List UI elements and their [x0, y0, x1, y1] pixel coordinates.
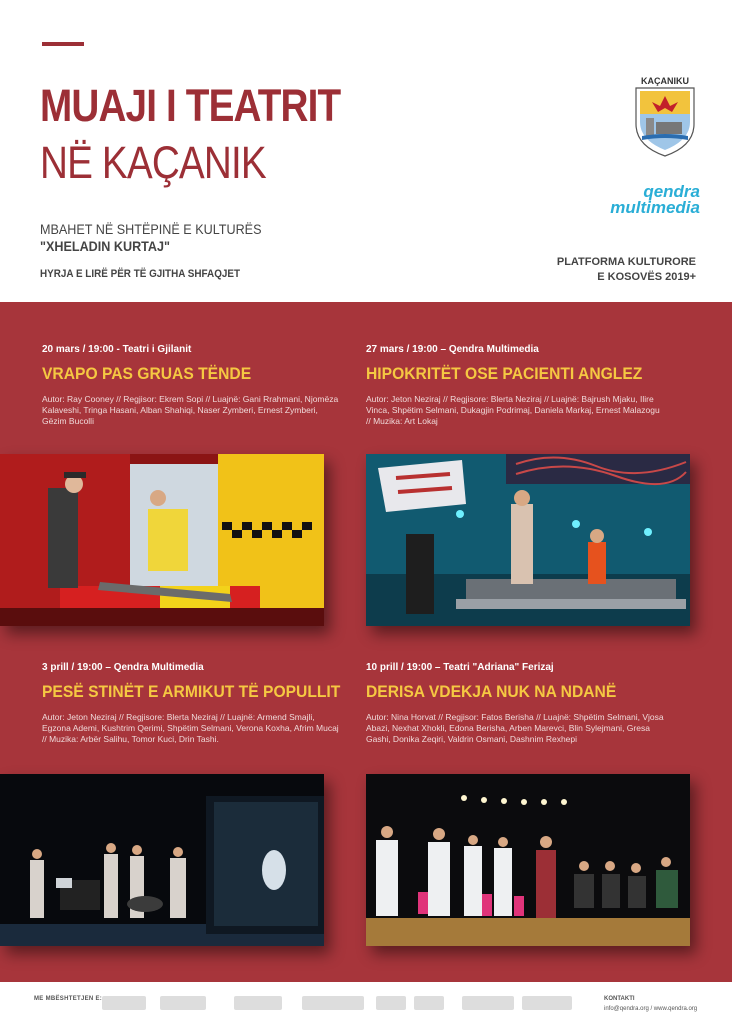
kacanik-crest-logo [632, 76, 698, 158]
event-4-photo [366, 774, 690, 946]
event-2-photo [366, 454, 690, 626]
venue-line2: "XHELADIN KURTAJ" [40, 238, 171, 254]
platform-line2: E KOSOVËS 2019+ [597, 271, 696, 283]
event-3 [42, 662, 342, 745]
event-credits: Autor: Jeton Neziraj // Regjisore: Blerta Neziraj // Luajnë: Bajrush Mjaku, Ilire Vinca, Shpëtim Selmani, Dukagjin Podrimaj, Daniela Markaj, Ernest Malazogu // Muzika: Art Lokaj [366, 394, 660, 426]
sponsor-logo [462, 996, 514, 1010]
event-title: DERISA VDEKJA NUK NA NDANË [366, 682, 617, 701]
poster-title-line2: NË KAÇANIK [40, 137, 266, 188]
contact-info[interactable]: info@qendra.org / www.qendra.org [604, 1006, 698, 1012]
sponsor-logo [160, 996, 206, 1010]
event-1 [42, 344, 342, 427]
platform-line1: PLATFORMA KULTURORE [556, 256, 696, 268]
poster-title-line1: MUAJI I TEATRIT [40, 80, 341, 131]
event-3-photo [0, 774, 324, 946]
contact-label: KONTAKTI [604, 996, 635, 1002]
accent-bar [42, 42, 84, 46]
event-4 [366, 662, 666, 745]
qendra-multimedia-logo [576, 184, 700, 216]
event-title: HIPOKRITËT OSE PACIENTI ANGLEZ [366, 364, 643, 383]
sponsor-logo [102, 996, 146, 1010]
event-title: VRAPO PAS GRUAS TËNDE [42, 364, 252, 383]
sponsor-logo [234, 996, 282, 1010]
free-entry-note: HYRJA E LIRË PËR TË GJITHA SHFAQJET [40, 268, 241, 280]
sponsor-logo [302, 996, 364, 1010]
sponsor-logo [414, 996, 444, 1010]
event-credits: Autor: Nina Horvat // Regjisor: Fatos Berisha // Luajnë: Shpëtim Selmani, Vjosa Abazi, Nexhat Xhokli, Edona Berisha, Arben Marevci, Blin Sylejmani, Gresa Gashi, Donika Zeqiri, Valdrin Osmani, Dashnim Rexhepi [366, 712, 664, 744]
sponsor-logo [522, 996, 572, 1010]
event-1-photo [0, 454, 324, 626]
event-date: 27 mars / 19:00 – Qendra Multimedia [366, 344, 539, 355]
platform-text [520, 255, 696, 285]
event-credits: Autor: Ray Cooney // Regjisor: Ekrem Sopi // Luajnë: Gani Rrahmani, Njomëza Kalaveshi, Tringa Hasani, Alban Shahiqi, Naser Zymberi, Ernest Zymberi, Gëzim Bucolli [42, 394, 339, 426]
support-label: ME MBËSHTETJEN E: [34, 996, 103, 1002]
venue-line1: MBAHET NË SHTËPINË E KULTURËS [40, 221, 262, 237]
event-date: 3 prill / 19:00 – Qendra Multimedia [42, 662, 204, 673]
event-date: 20 mars / 19:00 - Teatri i Gjilanit [42, 344, 192, 355]
logo-line1: qendra [643, 182, 700, 201]
logo-line2: multimedia [610, 198, 700, 217]
sponsor-logo [376, 996, 406, 1010]
crest-name: KAÇANIKU [641, 76, 689, 86]
event-2 [366, 344, 666, 427]
event-title: PESË STINËT E ARMIKUT TË POPULLIT [42, 682, 341, 701]
event-date: 10 prill / 19:00 – Teatri "Adriana" Ferizaj [366, 662, 554, 673]
event-credits: Autor: Jeton Neziraj // Regjisore: Blerta Neziraj // Luajnë: Armend Smajli, Egzona Ademi, Kushtrim Qerimi, Shpëtim Selmani, Verona Koxha, Afrim Mucaj // Muzika: Arbër Salihu, Tomor Kuci, Drin Tashi. [42, 712, 339, 744]
